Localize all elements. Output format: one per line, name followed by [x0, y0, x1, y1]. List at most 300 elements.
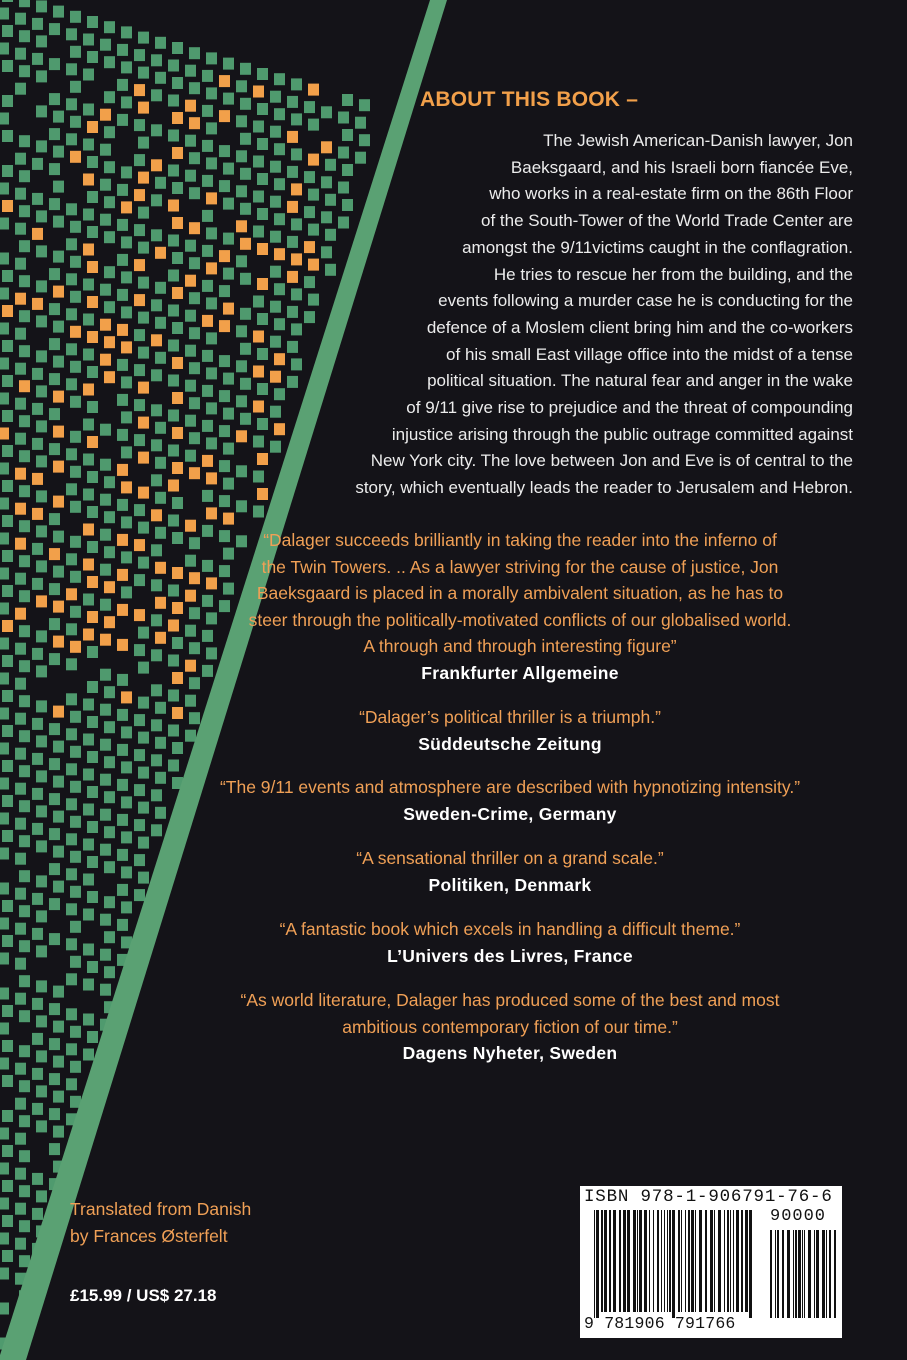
lit-window [138, 382, 149, 394]
window [0, 43, 9, 55]
window [100, 774, 111, 786]
lit-window [104, 616, 115, 628]
window [240, 133, 251, 145]
window [270, 91, 281, 103]
lit-window [185, 100, 196, 112]
lit-window [121, 691, 132, 703]
window [70, 921, 81, 933]
barcode-bar [745, 1210, 748, 1312]
window [104, 896, 115, 908]
window [2, 1250, 13, 1262]
lit-window [151, 509, 162, 521]
barcode-bar [749, 1210, 752, 1318]
window [223, 163, 234, 175]
window [359, 134, 370, 146]
window [172, 252, 183, 264]
lit-window [15, 468, 26, 480]
blurb-line: injustice arising through the public outrage committed against [391, 424, 853, 444]
window [53, 881, 64, 893]
window [49, 723, 60, 735]
window [2, 0, 13, 2]
window [19, 30, 30, 42]
lit-window [172, 357, 183, 369]
window [36, 350, 47, 362]
window [2, 550, 13, 562]
window [304, 206, 315, 218]
window [49, 268, 60, 280]
window [202, 245, 213, 257]
window [270, 266, 281, 278]
barcode-bar [672, 1210, 675, 1318]
window [15, 398, 26, 410]
window [321, 246, 332, 258]
lit-window [83, 174, 94, 186]
window [151, 369, 162, 381]
window [0, 568, 9, 580]
barcode-bar [777, 1230, 779, 1318]
window [355, 152, 366, 164]
window [70, 501, 81, 513]
window [304, 171, 315, 183]
window [287, 166, 298, 178]
lit-window [206, 192, 217, 204]
window [134, 154, 145, 166]
window [2, 480, 13, 492]
window [19, 835, 30, 847]
lit-window [189, 117, 200, 129]
window [66, 238, 77, 250]
lit-window [32, 508, 43, 520]
window [104, 161, 115, 173]
window [36, 840, 47, 852]
window [53, 531, 64, 543]
window [19, 695, 30, 707]
window [104, 861, 115, 873]
window [19, 1010, 30, 1022]
window [117, 289, 128, 301]
lit-window [15, 538, 26, 550]
window [19, 870, 30, 882]
lit-window [32, 473, 43, 485]
window [70, 781, 81, 793]
window [257, 68, 268, 80]
window [104, 301, 115, 313]
window [321, 211, 332, 223]
window [121, 306, 132, 318]
window [151, 229, 162, 241]
review-quote-line: ambitious contemporary fiction of our time.” [342, 1016, 678, 1037]
window [15, 223, 26, 235]
window [240, 308, 251, 320]
window [104, 756, 115, 768]
window [253, 506, 264, 518]
window [117, 779, 128, 791]
lit-window [53, 426, 64, 438]
barcode-bar [714, 1210, 715, 1312]
window [270, 196, 281, 208]
window [138, 242, 149, 254]
lit-window [206, 262, 217, 274]
window [19, 1185, 30, 1197]
window [206, 437, 217, 449]
lit-window [15, 293, 26, 305]
lit-window [83, 524, 94, 536]
window [36, 665, 47, 677]
window [49, 618, 60, 630]
lit-window [236, 430, 247, 442]
barcode-bar [657, 1210, 659, 1312]
window [87, 471, 98, 483]
window [15, 713, 26, 725]
window [49, 93, 60, 105]
window [185, 415, 196, 427]
barcode-bar [798, 1230, 801, 1318]
window [189, 292, 200, 304]
blurb-line: story, which eventually leads the reader to Jerusalem and Hebron. [355, 478, 853, 498]
lit-window [172, 112, 183, 124]
window [87, 961, 98, 973]
window [257, 138, 268, 150]
barcode-bar [733, 1210, 734, 1312]
window [121, 866, 132, 878]
window [32, 1103, 43, 1115]
window [151, 299, 162, 311]
window [15, 888, 26, 900]
window [49, 583, 60, 595]
window [19, 555, 30, 567]
window [236, 255, 247, 267]
window [70, 291, 81, 303]
window [0, 1023, 9, 1035]
window [121, 726, 132, 738]
window [15, 993, 26, 1005]
barcode-bar [601, 1210, 603, 1312]
window [36, 245, 47, 257]
window [87, 156, 98, 168]
blurb-line: The Jewish American-Danish lawyer, Jon [543, 131, 853, 150]
window [257, 348, 268, 360]
review-quote-line: “A fantastic book which excels in handling a difficult theme.” [279, 919, 741, 939]
lit-window [202, 315, 213, 327]
window [206, 157, 217, 169]
lit-window [87, 261, 98, 273]
window [168, 130, 179, 142]
window [83, 804, 94, 816]
window [66, 1078, 77, 1090]
window [100, 949, 111, 961]
window [270, 441, 281, 453]
window [15, 1063, 26, 1075]
window [32, 788, 43, 800]
window [2, 585, 13, 597]
window [202, 490, 213, 502]
lit-window [172, 392, 183, 404]
lit-window [83, 629, 94, 641]
window [32, 1033, 43, 1045]
lit-window [15, 503, 26, 515]
window [36, 1085, 47, 1097]
window [291, 288, 302, 300]
window [0, 918, 9, 930]
window [53, 776, 64, 788]
window [121, 796, 132, 808]
window [151, 124, 162, 136]
barcode-bar [613, 1210, 616, 1312]
window [291, 323, 302, 335]
window [49, 1108, 60, 1120]
lit-window [138, 102, 149, 114]
window [0, 988, 9, 1000]
window [308, 189, 319, 201]
blurb-line: Baeksgaard, and his Israeli born fiancée Eve, [510, 157, 853, 177]
window [117, 359, 128, 371]
window [15, 13, 26, 25]
window [168, 445, 179, 457]
window [32, 893, 43, 905]
barcode-bar [782, 1230, 784, 1318]
window [0, 8, 9, 20]
review-source: Frankfurter Allgemeine [421, 662, 619, 683]
window [49, 758, 60, 770]
window [0, 358, 9, 370]
window [49, 408, 60, 420]
window [253, 436, 264, 448]
window [15, 433, 26, 445]
review-source: Dagens Nyheter, Sweden [402, 1043, 618, 1063]
window [19, 975, 30, 987]
window [66, 763, 77, 775]
window [0, 323, 9, 335]
window [151, 439, 162, 451]
barcode-bar [793, 1230, 794, 1318]
window [202, 420, 213, 432]
window [151, 194, 162, 206]
window [19, 205, 30, 217]
window [83, 769, 94, 781]
window [291, 113, 302, 125]
window [270, 336, 281, 348]
translator-line: by Frances Østerfelt [70, 1226, 228, 1246]
window [66, 28, 77, 40]
window [83, 454, 94, 466]
barcode-bar [808, 1230, 811, 1318]
window [2, 1075, 13, 1087]
window [49, 793, 60, 805]
window [172, 322, 183, 334]
window [36, 805, 47, 817]
window [104, 21, 115, 33]
price-label: £15.99 / US$ 27.18 [70, 1286, 217, 1305]
window [70, 1061, 81, 1073]
window [2, 690, 13, 702]
lit-window [138, 417, 149, 429]
window [121, 166, 132, 178]
window [0, 1233, 9, 1245]
window [87, 821, 98, 833]
lit-window [87, 576, 98, 588]
window [49, 1003, 60, 1015]
window [49, 933, 60, 945]
window [2, 830, 13, 842]
window [274, 143, 285, 155]
window [49, 513, 60, 525]
lit-window [202, 455, 213, 467]
window [19, 450, 30, 462]
window [70, 361, 81, 373]
window [53, 146, 64, 158]
review-quote-line: the Twin Towers. .. As a lawyer striving for the cause of justice, Jon [261, 556, 779, 577]
barcode-bar [834, 1230, 836, 1318]
lit-window [2, 200, 13, 212]
window [49, 443, 60, 455]
lit-window [236, 220, 247, 232]
lit-window [32, 228, 43, 240]
window [189, 432, 200, 444]
barcode-bar [804, 1230, 805, 1318]
lit-window [155, 247, 166, 259]
window [189, 362, 200, 374]
barcode-bar [688, 1210, 690, 1312]
blurb-line: defence of a Moslem client bring him and the co-workers [426, 317, 853, 337]
lit-window [253, 366, 264, 378]
barcode-bar [669, 1210, 671, 1312]
barcode-bar [681, 1210, 682, 1312]
lit-window [36, 595, 47, 607]
window [342, 94, 353, 106]
window [257, 208, 268, 220]
window [2, 900, 13, 912]
window [189, 152, 200, 164]
window [2, 25, 13, 37]
window [104, 196, 115, 208]
isbn-label: ISBN 978-1-906791-76-6 [584, 1187, 833, 1207]
window [87, 541, 98, 553]
window [189, 397, 200, 409]
window [219, 495, 230, 507]
window [19, 1080, 30, 1092]
window [338, 217, 349, 229]
lit-window [185, 275, 196, 287]
window [100, 704, 111, 716]
window [240, 63, 251, 75]
window [83, 69, 94, 81]
lit-window [104, 371, 115, 383]
window [257, 418, 268, 430]
lit-window [253, 86, 264, 98]
window [32, 928, 43, 940]
window [66, 833, 77, 845]
window [19, 1045, 30, 1057]
window [19, 310, 30, 322]
window [168, 515, 179, 527]
window [206, 122, 217, 134]
window [104, 966, 115, 978]
blurb-line: of the South-Tower of the World Trade Center are [481, 211, 853, 231]
lit-window [87, 611, 98, 623]
blurb-line: New York city. The love between Jon and Eve is of central to the [370, 451, 853, 471]
window [66, 448, 77, 460]
window [53, 1091, 64, 1103]
window [117, 709, 128, 721]
window [223, 93, 234, 105]
window [36, 1015, 47, 1027]
window [36, 140, 47, 152]
lit-window [172, 427, 183, 439]
lit-window [121, 201, 132, 213]
window [0, 498, 9, 510]
window [138, 67, 149, 79]
window [134, 364, 145, 376]
window [19, 590, 30, 602]
window [36, 980, 47, 992]
window [36, 210, 47, 222]
window [83, 699, 94, 711]
lit-window [223, 303, 234, 315]
lit-window [53, 286, 64, 298]
window [121, 761, 132, 773]
window [274, 318, 285, 330]
lit-window [0, 428, 9, 440]
window [236, 500, 247, 512]
window [2, 1215, 13, 1227]
window [2, 795, 13, 807]
window [172, 42, 183, 54]
barcode-bar [594, 1210, 595, 1318]
window [100, 214, 111, 226]
lit-window [83, 244, 94, 256]
window [70, 886, 81, 898]
window [117, 44, 128, 56]
window [121, 61, 132, 73]
window [66, 63, 77, 75]
window [2, 760, 13, 772]
lit-window [53, 601, 64, 613]
window [36, 1120, 47, 1132]
window [83, 104, 94, 116]
window [202, 105, 213, 117]
window [19, 485, 30, 497]
window [189, 327, 200, 339]
window [15, 818, 26, 830]
window [342, 129, 353, 141]
lit-window [172, 217, 183, 229]
window [2, 1040, 13, 1052]
window [0, 113, 9, 125]
window [19, 625, 30, 637]
window [15, 363, 26, 375]
window [308, 119, 319, 131]
barcode-bar [775, 1230, 776, 1318]
window [223, 58, 234, 70]
barcode-bar [705, 1210, 707, 1312]
window [287, 341, 298, 353]
window [49, 653, 60, 665]
window [70, 1026, 81, 1038]
window [138, 32, 149, 44]
lit-window [291, 253, 302, 265]
window [87, 751, 98, 763]
barcode-bar [653, 1210, 654, 1312]
window [66, 203, 77, 215]
window [223, 233, 234, 245]
window [83, 489, 94, 501]
window [240, 413, 251, 425]
window [274, 73, 285, 85]
lit-window [274, 248, 285, 260]
window [223, 408, 234, 420]
window [87, 1031, 98, 1043]
window [36, 700, 47, 712]
